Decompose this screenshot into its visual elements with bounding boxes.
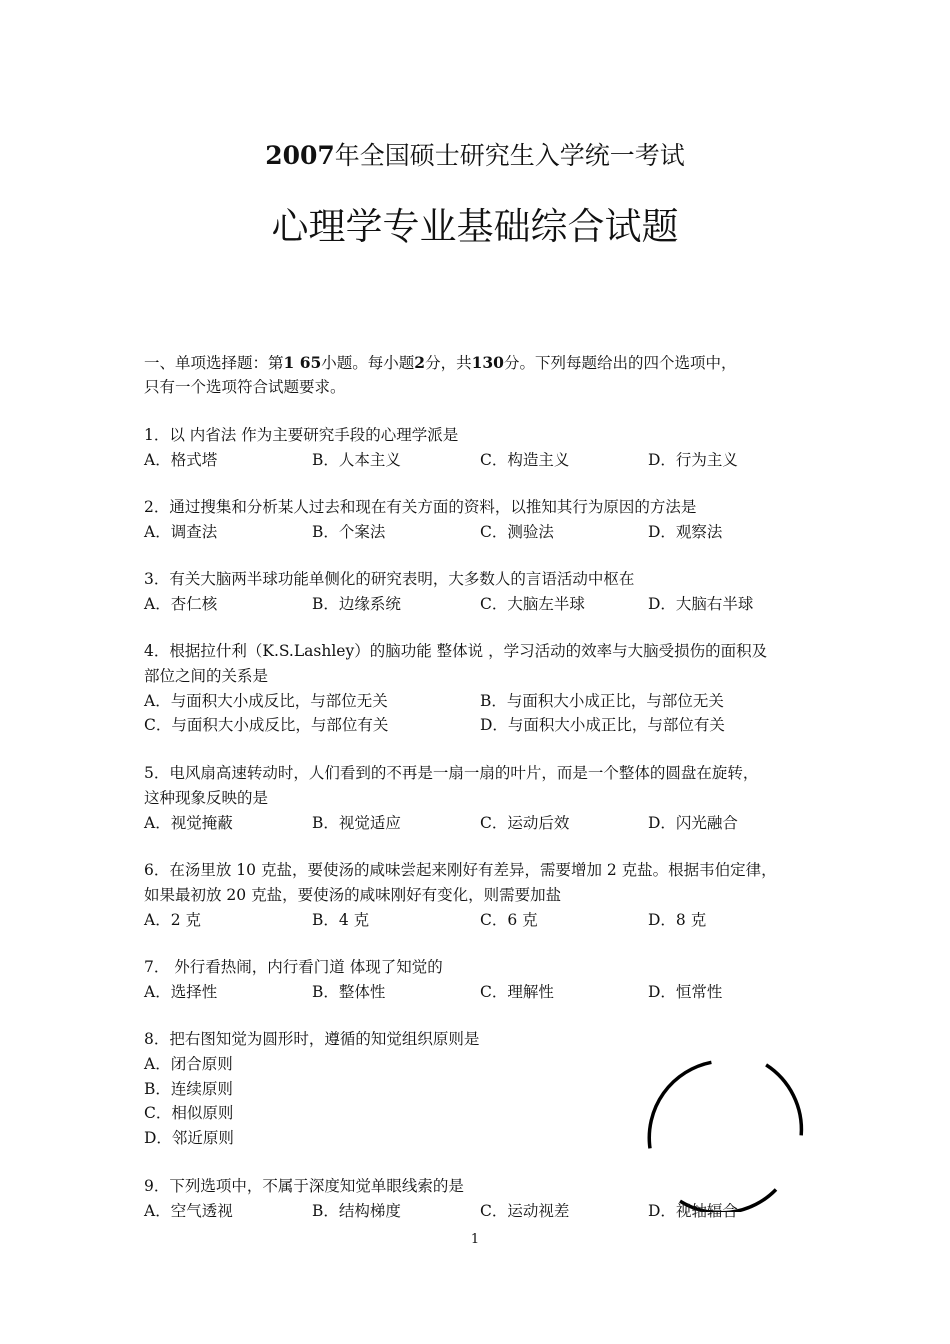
question-1-options xyxy=(144,449,824,471)
exam-year: 2007 xyxy=(265,141,335,170)
exam-title-rest: 年全国硕士研究生入学统一考试 xyxy=(334,141,685,170)
option-b: B．人本主义 xyxy=(312,451,401,469)
question-6-options xyxy=(144,909,824,931)
option-b: B．结构梯度 xyxy=(312,1202,401,1220)
option-b: B．边缘系统 xyxy=(312,595,401,613)
question-4-options-row1 xyxy=(144,690,824,712)
option-a: A．杏仁核 xyxy=(144,595,218,613)
question-2-stem: 2．通过搜集和分析某人过去和现在有关方面的资料，以推知其行为原因的方法是 xyxy=(144,498,697,516)
option-a: A．2 克 xyxy=(144,911,201,929)
option-d: D．与面积大小成正比，与部位有关 xyxy=(480,716,725,734)
section-range: 1 65 xyxy=(283,353,322,372)
option-a: A．闭合原则 xyxy=(144,1055,233,1073)
option-c: C．理解性 xyxy=(480,983,554,1001)
question-3-options xyxy=(144,593,824,615)
option-d: D．恒常性 xyxy=(648,983,723,1001)
option-d: D．8 克 xyxy=(648,911,707,929)
option-a: A．视觉掩蔽 xyxy=(144,814,233,832)
question-9-options xyxy=(144,1200,824,1222)
option-d: D．观察法 xyxy=(648,523,723,541)
option-d: D．大脑右半球 xyxy=(648,595,754,613)
question-4-stem: 4．根据拉什利（K.S.Lashley）的脑功能 整体说 ，学习活动的效率与大脑受损伤的面积及 xyxy=(144,642,768,660)
option-c: C．构造主义 xyxy=(480,451,570,469)
option-a: A．选择性 xyxy=(144,983,218,1001)
question-3-stem: 3．有关大脑两半球功能单侧化的研究表明，大多数人的言语活动中枢在 xyxy=(144,570,635,588)
section-text: 分，共 xyxy=(425,354,472,372)
question-7-options xyxy=(144,981,824,1003)
section-instructions xyxy=(144,352,824,374)
section-instructions-2: 只有一个选项符合试题要求。 xyxy=(144,378,346,396)
option-d: D．邻近原则 xyxy=(144,1129,234,1147)
arc-right xyxy=(766,1065,801,1136)
option-b: B．与面积大小成正比，与部位无关 xyxy=(480,692,724,710)
option-b: B．整体性 xyxy=(312,983,386,1001)
option-b: B．4 克 xyxy=(312,911,370,929)
question-9-stem: 9．下列选项中，不属于深度知觉单眼线索的是 xyxy=(144,1177,464,1195)
option-d: D．闪光融合 xyxy=(648,814,738,832)
page-number: 1 xyxy=(470,1232,480,1247)
option-c: C．与面积大小成反比，与部位有关 xyxy=(144,716,389,734)
option-b: B．连续原则 xyxy=(144,1080,233,1098)
section-text: 一、单项选择题：第 xyxy=(144,354,284,372)
option-a: A．空气透视 xyxy=(144,1202,233,1220)
arc-left xyxy=(649,1062,711,1148)
question-7-stem: 7． 外行看热闹，内行看门道 体现了知觉的 xyxy=(144,958,443,976)
section-text: 分。下列每题给出的四个选项中， xyxy=(503,354,737,372)
option-b: B．视觉适应 xyxy=(312,814,401,832)
question-2-options xyxy=(144,521,824,543)
question-1-stem: 1．以 内省法 作为主要研究手段的心理学派是 xyxy=(144,426,459,444)
exam-title xyxy=(0,138,950,174)
option-a: A．调查法 xyxy=(144,523,218,541)
question-5-options xyxy=(144,812,824,834)
question-4-options-row2 xyxy=(144,714,824,736)
section-total: 130 xyxy=(471,353,504,372)
option-c: C．运动后效 xyxy=(480,814,570,832)
question-6-stem: 6．在汤里放 10 克盐，要使汤的咸味尝起来刚好有差异，需要增加 2 克盐。根据韦伯定律， xyxy=(144,861,777,879)
option-b: B．个案法 xyxy=(312,523,386,541)
option-c: C．大脑左半球 xyxy=(480,595,585,613)
question-6-stem-2: 如果最初放 20 克盐，要使汤的咸味刚好有变化，则需要加盐 xyxy=(144,886,562,904)
option-c: C．相似原则 xyxy=(144,1104,234,1122)
section-text: 小题。每小题 xyxy=(321,354,415,372)
question-4-stem-2: 部位之间的关系是 xyxy=(144,667,269,685)
option-d: D．行为主义 xyxy=(648,451,738,469)
option-a: A．与面积大小成反比，与部位无关 xyxy=(144,692,388,710)
question-5-stem: 5．电风扇高速转动时，人们看到的不再是一扇一扇的叶片，而是一个整体的圆盘在旋转， xyxy=(144,764,759,782)
question-8-stem: 8．把右图知觉为圆形时，遵循的知觉组织原则是 xyxy=(144,1030,480,1048)
option-a: A．格式塔 xyxy=(144,451,218,469)
section-points: 2 xyxy=(414,353,426,372)
question-5-stem-2: 这种现象反映的是 xyxy=(144,789,269,807)
option-c: C．6 克 xyxy=(480,911,538,929)
option-c: C．运动视差 xyxy=(480,1202,570,1220)
option-c: C．测验法 xyxy=(480,523,554,541)
option-d: D．视轴辐合 xyxy=(648,1202,738,1220)
exam-subtitle: 心理学专业基础综合试题 xyxy=(271,205,679,248)
